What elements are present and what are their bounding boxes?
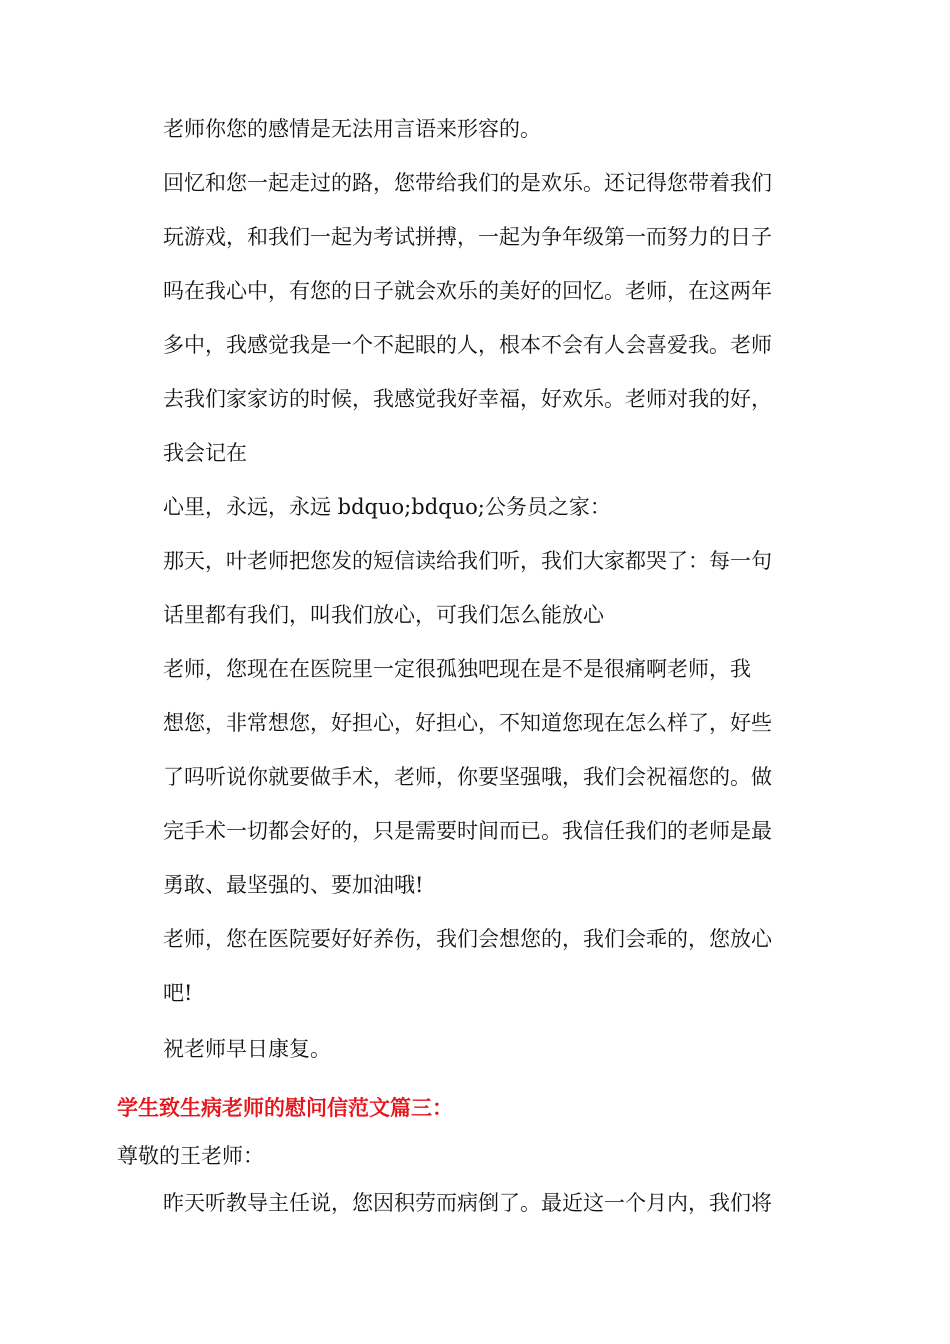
- paragraph-line: 吗在我心中，有您的日子就会欢乐的美好的回忆。老师，在这两年: [163, 279, 772, 303]
- paragraph-line: 吧!: [163, 981, 193, 1005]
- paragraph-line: 老师，您现在在医院里一定很孤独吧现在是不是很痛啊老师，我: [163, 657, 751, 681]
- paragraph-5: [163, 642, 813, 912]
- paragraph-7: [163, 1022, 813, 1076]
- paragraph-line: 回忆和您一起走过的路，您带给我们的是欢乐。还记得您带着我们: [163, 171, 772, 195]
- paragraph-line: 祝老师早日康复。: [163, 1037, 331, 1061]
- paragraph-line: 了吗听说你就要做手术，老师，你要坚强哦，我们会祝福您的。做: [163, 765, 772, 789]
- section-heading: 学生致生病老师的慰问信范文篇三：: [117, 1096, 453, 1120]
- paragraph-6: [163, 912, 813, 1020]
- paragraph-line: 我会记在: [163, 441, 247, 465]
- paragraph-line: 那天，叶老师把您发的短信读给我们听，我们大家都哭了：每一句: [163, 549, 772, 573]
- paragraph-line: 心里，永远，永远 bdquo;bdquo;公务员之家：: [163, 495, 611, 519]
- paragraph-4: [163, 534, 813, 642]
- paragraph-2: [163, 156, 813, 480]
- paragraph-line: 想您，非常想您，好担心，好担心，不知道您现在怎么样了，好些: [163, 711, 772, 735]
- paragraph-line: 昨天听教导主任说，您因积劳而病倒了。最近这一个月内，我们将: [163, 1191, 772, 1215]
- paragraph-line: 玩游戏，和我们一起为考试拼搏，一起为争年级第一而努力的日子: [163, 225, 772, 249]
- final-paragraph: [163, 1176, 813, 1230]
- paragraph-line: 老师，您在医院要好好养伤，我们会想您的，我们会乖的，您放心: [163, 927, 772, 951]
- paragraph-line: 老师你您的感情是无法用言语来形容的。: [163, 117, 541, 141]
- paragraph-line: 多中，我感觉我是一个不起眼的人，根本不会有人会喜爱我。老师: [163, 333, 772, 357]
- paragraph-1: [163, 102, 813, 156]
- salutation: 尊敬的王老师：: [117, 1144, 264, 1168]
- paragraph-line: 完手术一切都会好的，只是需要时间而已。我信任我们的老师是最: [163, 819, 772, 843]
- paragraph-3: [163, 480, 813, 534]
- paragraph-line: 话里都有我们，叫我们放心，可我们怎么能放心: [163, 603, 604, 627]
- paragraph-line: 勇敢、最坚强的、要加油哦!: [163, 873, 424, 897]
- paragraph-line: 去我们家家访的时候，我感觉我好幸福，好欢乐。老师对我的好，: [163, 387, 772, 411]
